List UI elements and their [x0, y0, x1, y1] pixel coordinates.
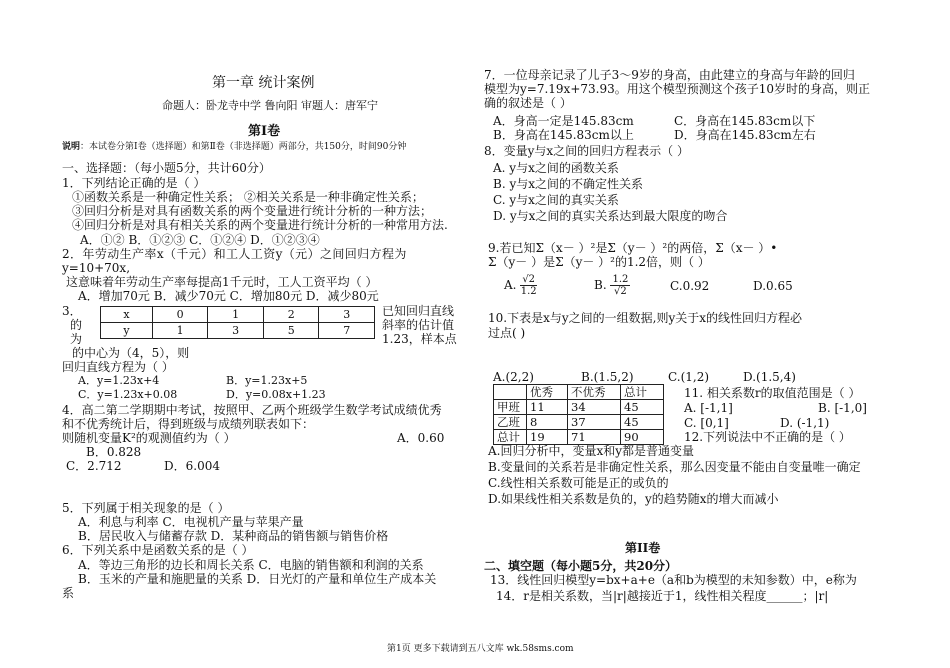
q13-text: 13．线性回归模型y=bx+a+e（a和b为模型的未知参数）中，e称为 [490, 573, 857, 587]
q3-line2: 回归直线方程为（ ） [62, 360, 174, 374]
table-cell: 45 [621, 415, 664, 430]
q9-option-b-denominator: √2 [614, 286, 627, 297]
section2-heading: 二、填空题（每小题5分，共20分） [484, 559, 678, 573]
q6-line1: A．等边三角形的边长和周长关系 C．电脑的销售额和利润的关系 [78, 558, 424, 572]
q9-option-a [504, 274, 537, 297]
q7-option-d: D．身高在145.83cm左右 [674, 128, 816, 142]
page-title: 第一章 统计案例 [212, 75, 315, 91]
q7-line2: 模型为y=7.19x+73.93。用这个模型预测这个孩子10岁时的身高，则正 [484, 82, 871, 96]
table-row [494, 415, 664, 430]
q3-option-c: C．y=1.23x+0.08 [78, 388, 178, 401]
q10-line1: 10.下表是x与y之间的一组数据,则y关于x的线性回归方程必 [488, 311, 802, 325]
section1-heading: 一、选择题：（每小题5分，共计60分） [62, 161, 271, 175]
q9-option-a-fraction [520, 274, 537, 297]
q12-stem: 12.下列说法中不正确的是（ ） [684, 430, 851, 444]
q9-option-d: D.0.65 [753, 279, 793, 293]
table-cell: 不优秀 [568, 385, 621, 400]
table-row [494, 385, 664, 400]
q4-line3: 则随机变量K²的观测值约为（ ） [62, 431, 236, 445]
q2-line3: 这意味着年劳动生产率每提高1千元时，工人工资平均（ ） [66, 275, 378, 289]
contingency-table [493, 384, 664, 445]
q3-right2: 斜率的估计值 [382, 318, 455, 332]
note-label: 说明 [62, 142, 81, 152]
q4-option-b: B．0.828 [86, 445, 142, 459]
q9-line1: 9.若已知Σ（x－ ）²是Σ（y－ ）²的两倍，Σ（x－ ）• [488, 241, 778, 255]
q11-option-b: B. [-1,0] [818, 401, 867, 415]
table-cell: 45 [621, 400, 664, 415]
q1-options: A．①② B．①②③ C．①②④ D．①②③④ [80, 233, 320, 247]
q12-option-a: A.回归分析中，变量x和y都是普通变量 [488, 444, 695, 458]
q10-option-c: C.(1,2) [668, 370, 710, 384]
part2-title: 第II卷 [625, 541, 661, 555]
q11-option-d: D. (-1,1) [780, 416, 830, 430]
q9-option-a-denominator: 1.2 [520, 286, 537, 297]
q12-option-b: B.变量间的关系若是非确定性关系，那么因变量不能由自变量唯一确定 [488, 460, 861, 474]
q10-line2: 过点( ) [488, 326, 526, 340]
q4-option-a: A．0.60 [397, 431, 445, 445]
table-cell: 90 [621, 430, 664, 445]
q7-line1: 7．一位母亲记录了儿子3～9岁的身高，由此建立的身高与年龄的回归 [484, 68, 855, 82]
q10-option-a: A.(2,2) [493, 370, 534, 384]
table-cell: 19 [527, 430, 568, 445]
q2-line2: y=10+70x, [62, 261, 131, 275]
table-cell: 2 [263, 307, 319, 323]
q3-left-a: 的 [70, 318, 83, 332]
q3-left-b: 为 [70, 332, 83, 346]
q6-stem: 6．下列关系中是函数关系的是（ ） [62, 543, 254, 557]
xy-row-y [101, 323, 375, 339]
table-cell: 37 [568, 415, 621, 430]
q5-line2: B．居民收入与储蓄存款 D．某种商品的销售额与销售价格 [78, 529, 389, 543]
q4-line1: 4．高二第二学期期中考试，按照甲、乙两个班级学生数学考试成绩优秀 [62, 403, 442, 417]
q9-option-b [594, 274, 630, 297]
q9-option-b-label: B. [594, 278, 607, 292]
q9-option-c: C.0.92 [670, 279, 710, 293]
q7-line3: 确的叙述是（ ） [484, 96, 572, 110]
table-cell [494, 385, 527, 400]
table-cell: 34 [568, 400, 621, 415]
q11-option-a: A. [-1,1] [684, 401, 733, 415]
table-cell: 71 [568, 430, 621, 445]
table-cell: 8 [527, 415, 568, 430]
q11-stem: 11. 相关系数r的取值范围是（ ） [684, 386, 861, 400]
q9-option-b-fraction [610, 274, 630, 297]
q8-option-a: A. y与x之间的函数关系 [493, 161, 619, 175]
q6-line2: B．玉米的产量和施肥量的关系 D．日光灯的产量和单位生产成本关 [78, 572, 437, 586]
table-cell: 1 [208, 307, 264, 323]
table-cell: 11 [527, 400, 568, 415]
page-footer: 第1页 更多下载请到五八文库 wk.58sms.com [387, 644, 574, 654]
q1-stem: 1．下列结论正确的是（ ） [62, 176, 206, 190]
q11-option-c: C. [0,1] [684, 416, 729, 430]
q4-option-d: D．6.004 [164, 459, 220, 473]
q5-line1: A．利息与利率 C．电视机产量与苹果产量 [78, 515, 304, 529]
q3-option-b: B．y=1.23x+5 [226, 374, 308, 387]
note-text: ：本试卷分第Ⅰ卷（选择题）和第Ⅱ卷（非选择题）两部分，共150分，时间90分钟 [80, 142, 407, 152]
authors-line: 命题人：卧龙寺中学 鲁向阳 审题人：唐军宁 [162, 99, 378, 112]
table-cell: 乙班 [494, 415, 527, 430]
table-cell: 优秀 [527, 385, 568, 400]
q2-line1: 2．年劳动生产率x（千元）和工人工资y（元）之间回归方程为 [62, 247, 407, 261]
table-cell: 7 [319, 323, 375, 339]
q3-number: 3． [62, 304, 82, 318]
q14-text: 14．r是相关系数，当|r|越接近于1，线性相关程度______；|r| [496, 589, 829, 603]
q10-option-b: B.(1.5,2) [581, 370, 634, 384]
xy-data-table [100, 306, 375, 339]
q8-stem: 8．变量y与x之间的回归方程表示（ ） [484, 144, 689, 158]
q8-option-b: B. y与x之间的不确定性关系 [493, 177, 643, 191]
table-cell: 总计 [494, 430, 527, 445]
table-cell: 3 [208, 323, 264, 339]
table-cell: 0 [152, 307, 208, 323]
table-cell: 3 [319, 307, 375, 323]
q3-center: 的中心为（4，5），则 [72, 346, 190, 360]
table-cell: 甲班 [494, 400, 527, 415]
q12-option-d: D.如果线性相关系数是负的，y的趋势随x的增大而减小 [488, 492, 779, 506]
q1-line2: ③回归分析是对具有函数关系的两个变量进行统计分析的一种方法； [72, 204, 433, 218]
q3-right1: 已知回归直线 [382, 304, 455, 318]
q12-option-c: C.线性相关系数可能是正的或负的 [488, 476, 669, 490]
xy-row-x [101, 307, 375, 323]
q9-line2: Σ（y－ ）是Σ（y－ ）²的1.2倍，则（ ） [488, 255, 710, 269]
q7-option-a: A．身高一定是145.83cm [493, 114, 634, 128]
q7-option-c: C．身高在145.83cm以下 [674, 114, 816, 128]
q10-option-d: D.(1.5,4) [743, 370, 796, 384]
table-cell: y [101, 323, 153, 339]
table-cell: x [101, 307, 153, 323]
q1-line3: ④回归分析是对具有相关关系的两个变量进行统计分析的一种常用方法. [72, 218, 448, 232]
q3-option-a: A．y=1.23x+4 [78, 374, 160, 387]
exam-note [62, 141, 406, 153]
part1-title: 第Ⅰ卷 [248, 124, 281, 139]
table-row [494, 400, 664, 415]
table-cell: 5 [263, 323, 319, 339]
q4-option-c: C．2.712 [66, 459, 122, 473]
q9-option-a-label: A. [504, 278, 517, 292]
q4-line2: 和不优秀统计后，得到班级与成绩列联表如下： [62, 417, 315, 431]
q3-option-d: D．y=0.08x+1.23 [226, 388, 326, 401]
q9-option-b-numerator: 1.2 [612, 274, 629, 285]
table-cell: 总计 [621, 385, 664, 400]
q7-option-b: B．身高在145.83cm以上 [493, 128, 634, 142]
q3-right3: 1.23，样本点 [382, 332, 457, 346]
q8-option-d: D. y与x之间的真实关系达到最大限度的吻合 [493, 209, 728, 223]
q5-stem: 5．下列属于相关现象的是（ ） [62, 501, 230, 515]
q8-option-c: C. y与x之间的真实关系 [493, 193, 619, 207]
q1-line1: ①函数关系是一种确定性关系； ②相关关系是一种非确定性关系； [72, 190, 424, 204]
table-cell: 1 [152, 323, 208, 339]
q6-line3: 系 [62, 586, 75, 600]
q9-option-a-numerator: √2 [522, 274, 536, 285]
q2-options: A．增加70元 B．减少70元 C．增加80元 D．减少80元 [78, 289, 379, 303]
